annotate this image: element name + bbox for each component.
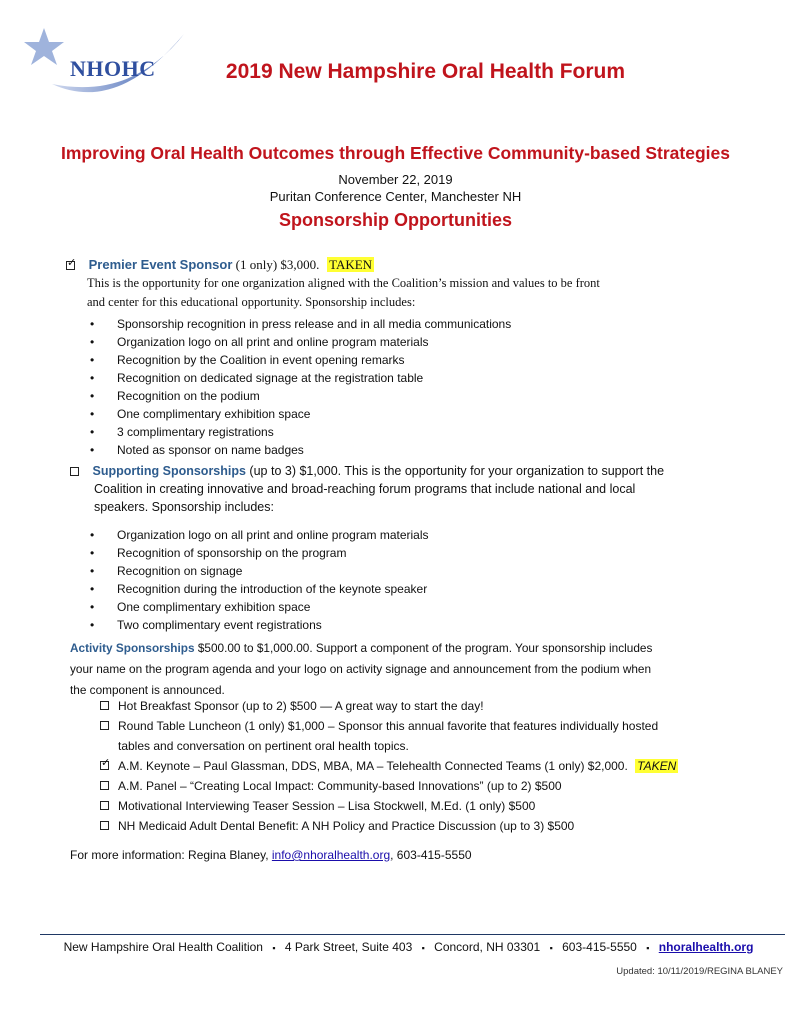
contact-email-link[interactable]: info@nhoralhealth.org	[271, 848, 391, 862]
supporting-description-line: Coalition in creating innovative and broad-reaching forum programs that include national and local	[94, 482, 636, 496]
activity-option	[100, 776, 790, 796]
footer-separator: ▪	[549, 943, 553, 953]
list-item: • One complimentary exhibition space	[70, 405, 750, 423]
activity-checkbox[interactable]	[100, 801, 109, 810]
event-date: November 22, 2019	[338, 172, 453, 187]
activity-checkbox[interactable]	[100, 721, 109, 730]
list-item: • Organization logo on all print and online program materials	[70, 526, 750, 544]
premier-heading	[66, 255, 766, 274]
activity-checkbox[interactable]	[100, 781, 109, 790]
list-item: • Recognition of sponsorship on the program	[70, 544, 750, 562]
supporting-name: Supporting Sponsorships	[92, 464, 246, 478]
page-title: 2019 New Hampshire Oral Health Forum	[225, 60, 626, 83]
list-item: • Recognition on signage	[70, 562, 750, 580]
updated-note: Updated: 10/11/2019/REGINA BLANEY	[616, 966, 783, 977]
premier-description-line: and center for this educational opportunity. Sponsorship includes:	[87, 295, 416, 309]
footer-phone: 603-415-5550	[562, 940, 637, 954]
activity-options-list	[100, 696, 790, 836]
keynote-taken-badge: TAKEN	[637, 759, 677, 773]
footer-city: Concord, NH 03301	[434, 940, 541, 954]
activity-section	[70, 638, 782, 701]
activity-description-line: your name on the program agenda and your logo on activity signage and announcement from the podium when	[70, 662, 652, 676]
footer	[0, 940, 791, 954]
premier-description	[66, 274, 766, 312]
list-item: • Two complimentary event registrations	[70, 616, 750, 634]
footer-divider	[40, 934, 785, 935]
contact-line	[70, 848, 472, 862]
activity-checkbox[interactable]	[100, 761, 109, 770]
activity-option	[100, 756, 790, 776]
list-item: • 3 complimentary registrations	[70, 423, 750, 441]
premier-detail: (1 only) $3,000.	[232, 257, 320, 272]
activity-option-label: Motivational Interviewing Teaser Session – Lisa Stockwell, M.Ed. (1 only) $500	[118, 799, 536, 813]
activity-option	[100, 816, 790, 836]
activity-option-label: NH Medicaid Adult Dental Benefit: A NH Policy and Practice Discussion (up to 3) $500	[118, 819, 575, 833]
footer-address: 4 Park Street, Suite 403	[284, 940, 413, 954]
activity-option-label: Hot Breakfast Sponsor (up to 2) $500 — A great way to start the day!	[118, 699, 484, 713]
list-item: • Recognition during the introduction of the keynote speaker	[70, 580, 750, 598]
activity-option-continuation: tables and conversation on pertinent oral health topics.	[118, 739, 409, 753]
list-item: • Noted as sponsor on name badges	[70, 441, 750, 459]
activity-option-label: A.M. Keynote – Paul Glassman, DDS, MBA, MA – Telehealth Connected Teams (1 only) $2,000.	[118, 759, 628, 773]
list-item: • Organization logo on all print and online program materials	[70, 333, 750, 351]
list-item: • Recognition on dedicated signage at the registration table	[70, 369, 750, 387]
premier-taken-badge: TAKEN	[329, 257, 373, 272]
event-venue: Puritan Conference Center, Manchester NH	[269, 189, 522, 204]
supporting-checkbox[interactable]	[70, 467, 79, 476]
supporting-heading	[70, 462, 770, 480]
supporting-benefits-list	[70, 526, 750, 634]
activity-description-line: the component is announced.	[70, 683, 225, 697]
activity-option	[100, 696, 790, 716]
activity-option	[100, 796, 790, 816]
list-item: • Sponsorship recognition in press release and in all media communications	[70, 315, 750, 333]
list-item: • One complimentary exhibition space	[70, 598, 750, 616]
supporting-section	[70, 462, 770, 516]
footer-separator: ▪	[272, 943, 276, 953]
supporting-detail: (up to 3) $1,000. This is the opportunity for your organization to support the	[245, 464, 665, 478]
footer-org: New Hampshire Oral Health Coalition	[63, 940, 263, 954]
footer-separator: ▪	[421, 943, 425, 953]
premier-benefits-list	[70, 315, 750, 459]
contact-phone: , 603-415-5550	[390, 848, 472, 862]
footer-separator: ▪	[646, 943, 650, 953]
list-item: • Recognition on the podium	[70, 387, 750, 405]
activity-option-label: A.M. Panel – “Creating Local Impact: Community-based Innovations” (up to 2) $500	[118, 779, 562, 793]
activity-checkbox[interactable]	[100, 701, 109, 710]
activity-heading	[70, 638, 782, 659]
contact-prefix: For more information: Regina Blaney,	[70, 848, 272, 862]
activity-detail: $500.00 to $1,000.00. Support a component of the program. Your sponsorship includes	[194, 641, 653, 655]
premier-description-line: This is the opportunity for one organization aligned with the Coalition’s mission and values to be front	[87, 276, 600, 290]
activity-option	[100, 716, 790, 736]
premier-checkbox[interactable]	[66, 261, 75, 270]
activity-name: Activity Sponsorships	[70, 641, 195, 655]
premier-section	[66, 255, 766, 312]
logo-text: NHOHC	[70, 56, 156, 81]
activity-checkbox[interactable]	[100, 821, 109, 830]
sponsorship-heading: Sponsorship Opportunities	[279, 210, 512, 230]
list-item: • Recognition by the Coalition in event opening remarks	[70, 351, 750, 369]
page-subtitle: Improving Oral Health Outcomes through Effective Community-based Strategies	[60, 143, 730, 163]
supporting-description-line: speakers. Sponsorship includes:	[94, 500, 274, 514]
activity-option-label: Round Table Luncheon (1 only) $1,000 – Sponsor this annual favorite that features individually hosted	[118, 719, 659, 733]
premier-name: Premier Event Sponsor	[88, 257, 233, 272]
footer-website-link[interactable]: nhoralhealth.org	[658, 940, 754, 954]
